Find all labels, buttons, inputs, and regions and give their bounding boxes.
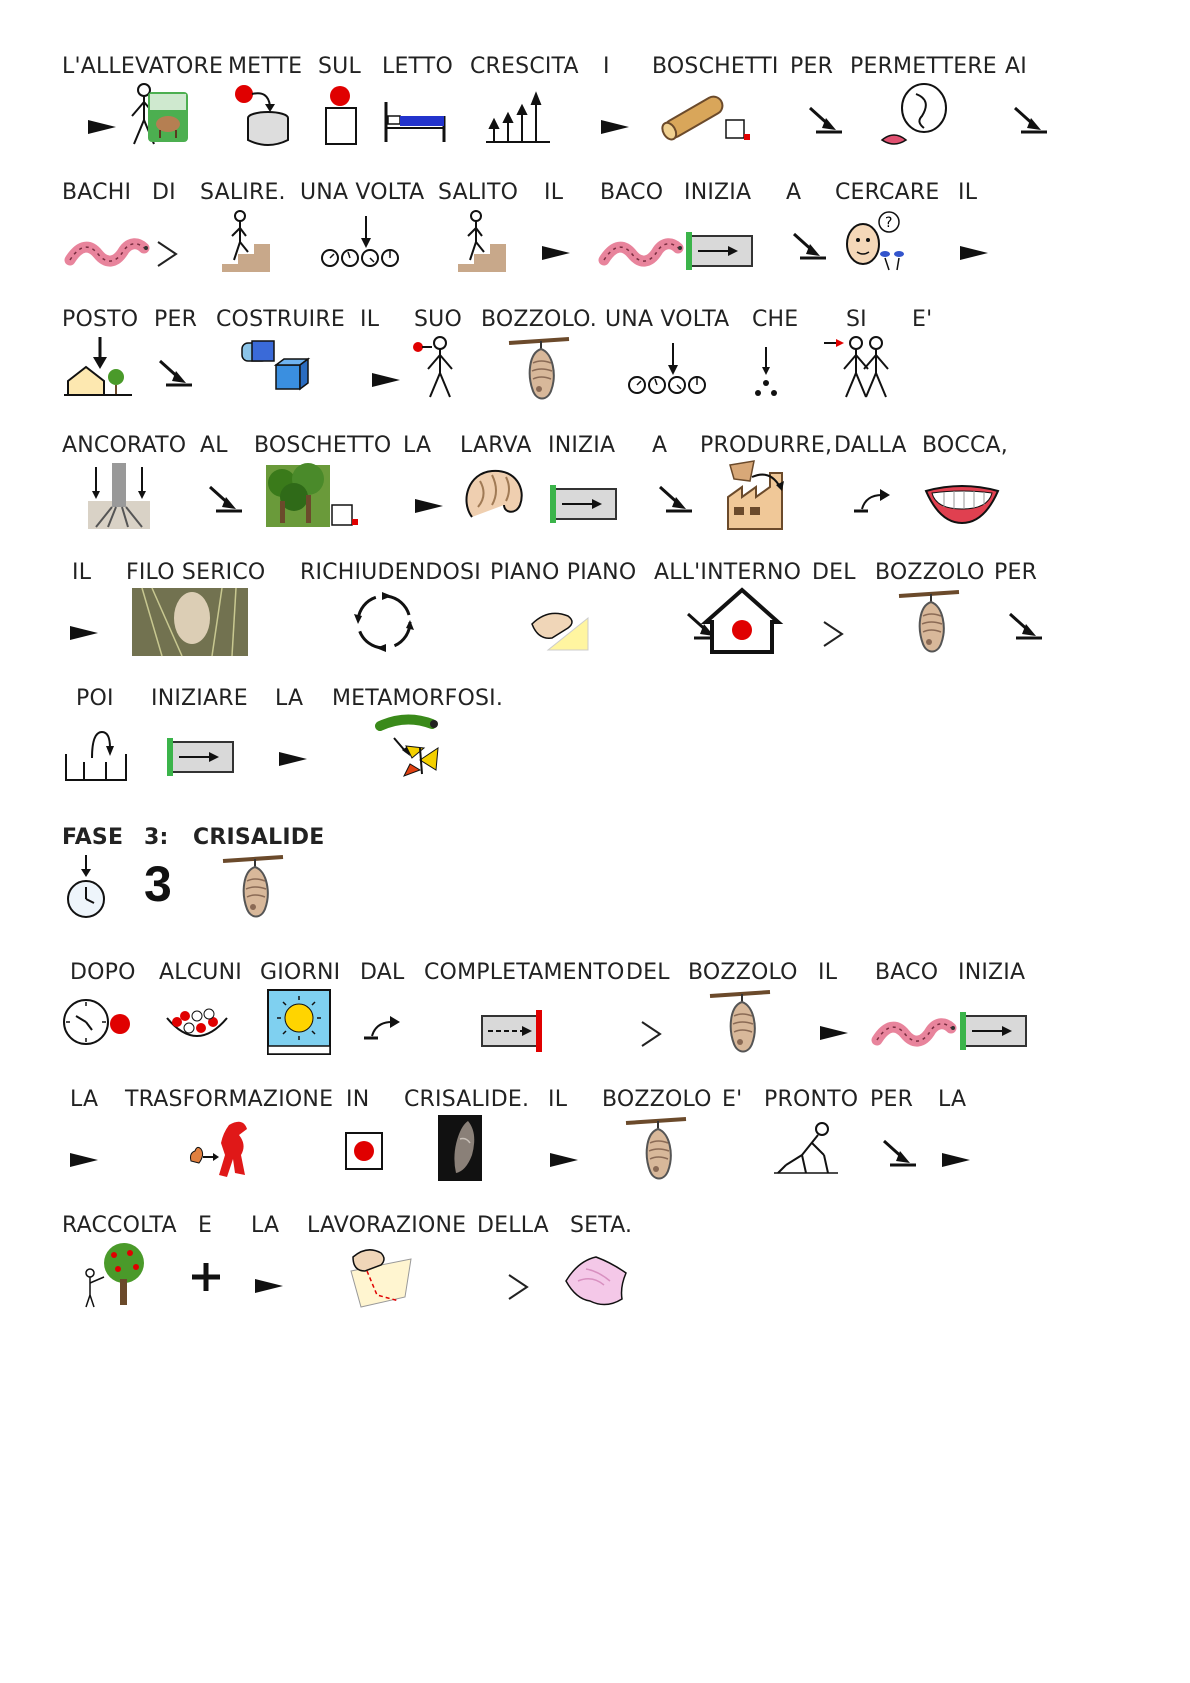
word: BACO — [600, 180, 664, 205]
self-icon — [822, 335, 898, 407]
word: DELLA — [477, 1213, 549, 1238]
word: IL — [548, 1087, 568, 1112]
breeder-icon — [84, 82, 194, 154]
cocoon-icon — [706, 988, 776, 1060]
completion-icon — [480, 988, 550, 1060]
larva-icon — [460, 461, 530, 533]
from-icon — [356, 988, 416, 1060]
word: L'ALLEVATORE — [62, 54, 224, 79]
metamorphosis-icon — [376, 714, 446, 786]
word: IL — [72, 560, 92, 585]
of-icon — [610, 988, 670, 1060]
article-icon — [42, 588, 102, 660]
heading-word: FASE — [62, 825, 124, 850]
worm-icon — [596, 208, 686, 280]
word: RICHIUDENDOSI — [300, 560, 481, 585]
plus-icon — [186, 1241, 226, 1313]
silk-cloth-icon — [562, 1241, 632, 1313]
his-icon — [400, 335, 480, 407]
word: SI — [846, 307, 867, 332]
climbed-icon — [448, 208, 514, 280]
word: COSTRUIRE — [216, 307, 345, 332]
to-icon — [190, 461, 250, 533]
closing-icon — [352, 588, 422, 660]
harvest-icon — [80, 1241, 150, 1313]
word: COMPLETAMENTO — [424, 960, 625, 985]
word: LA — [70, 1087, 99, 1112]
sentence-row-4 — [0, 433, 1190, 563]
then-icon — [62, 714, 132, 786]
heading-word: CRISALIDE — [193, 825, 325, 850]
word: DALLA — [834, 433, 907, 458]
word: TRASFORMAZIONE — [125, 1087, 334, 1112]
word: SUL — [318, 54, 361, 79]
build-icon — [238, 335, 310, 407]
word: DOPO — [70, 960, 136, 985]
start-icon — [684, 208, 758, 280]
word: DEL — [626, 960, 670, 985]
article-icon — [344, 335, 404, 407]
word: E — [198, 1213, 213, 1238]
put-icon — [228, 82, 298, 154]
word: INIZIARE — [151, 686, 248, 711]
article-icon — [522, 1115, 582, 1187]
to-icon — [774, 208, 834, 280]
word: DI — [152, 180, 176, 205]
word: CERCARE — [835, 180, 940, 205]
word: IL — [818, 960, 838, 985]
article-icon — [932, 208, 992, 280]
stopwatch-icon — [62, 853, 118, 925]
word: METAMORFOSI. — [332, 686, 504, 711]
word: BOZZOLO — [688, 960, 798, 985]
word: AI — [1005, 54, 1027, 79]
word: PER — [994, 560, 1038, 585]
word: INIZIA — [684, 180, 752, 205]
word: DEL — [812, 560, 856, 585]
word: UNA VOLTA — [300, 180, 425, 205]
word: FILO SERICO — [126, 560, 266, 585]
word: ANCORATO — [62, 433, 187, 458]
word: LA — [403, 433, 432, 458]
in-icon — [340, 1115, 390, 1187]
to-icon — [995, 82, 1055, 154]
mouth-icon — [922, 461, 1002, 533]
word: INIZIA — [958, 960, 1026, 985]
word: METTE — [228, 54, 303, 79]
word: BOZZOLO — [602, 1087, 712, 1112]
word: BOSCHETTO — [254, 433, 392, 458]
sentence-row-5 — [0, 560, 1190, 690]
word: A — [652, 433, 668, 458]
chrysalis-icon — [219, 853, 289, 925]
after-icon — [62, 988, 142, 1060]
phase-number: 3 — [144, 856, 172, 912]
word: LA — [251, 1213, 280, 1238]
inside-icon — [668, 588, 778, 660]
word: IL — [360, 307, 380, 332]
article-icon — [914, 1115, 974, 1187]
word: CRISALIDE. — [404, 1087, 530, 1112]
start-icon — [548, 461, 622, 533]
chrysalis-photo — [438, 1115, 488, 1185]
cocoon-icon — [505, 335, 575, 407]
search-icon — [843, 208, 915, 280]
sentence-row-3 — [0, 307, 1190, 437]
word: E' — [912, 307, 933, 332]
that-icon — [746, 335, 786, 407]
cocoon-icon — [622, 1115, 692, 1187]
word: PRODURRE, — [700, 433, 833, 458]
word: LA — [275, 686, 304, 711]
start-icon — [958, 988, 1032, 1060]
bed-icon — [382, 82, 452, 154]
for-icon — [990, 588, 1050, 660]
word: BOZZOLO — [875, 560, 985, 585]
grove-icon — [264, 461, 374, 533]
word: PERMETTERE — [850, 54, 997, 79]
article-icon — [514, 208, 574, 280]
start-icon — [165, 714, 239, 786]
article-icon — [573, 82, 633, 154]
article-icon — [42, 1115, 102, 1187]
on-icon — [318, 82, 368, 154]
word: BOZZOLO. — [481, 307, 597, 332]
worm-icon — [869, 988, 959, 1060]
word: CHE — [752, 307, 799, 332]
growth-icon — [484, 82, 554, 154]
twigs-icon — [658, 82, 768, 154]
word: SALITO — [438, 180, 519, 205]
word: LETTO — [382, 54, 453, 79]
article-icon — [251, 714, 311, 786]
some-icon — [163, 988, 233, 1060]
word: LARVA — [460, 433, 532, 458]
section-heading — [0, 825, 1190, 955]
word: INIZIA — [548, 433, 616, 458]
days-icon — [266, 988, 336, 1060]
word: PER — [870, 1087, 914, 1112]
word: LA — [938, 1087, 967, 1112]
word: BACHI — [62, 180, 132, 205]
of-icon — [792, 588, 852, 660]
to-icon — [640, 461, 700, 533]
word: I — [603, 54, 610, 79]
climb-icon — [212, 208, 278, 280]
svg-text:?: ? — [885, 215, 893, 231]
word: DAL — [360, 960, 405, 985]
word: SALIRE. — [200, 180, 286, 205]
sentence-row-1 — [0, 54, 1190, 184]
processing-icon — [347, 1241, 417, 1313]
word: ALL'INTERNO — [654, 560, 802, 585]
word: UNA VOLTA — [605, 307, 730, 332]
word: PRONTO — [764, 1087, 859, 1112]
sentence-row-10 — [0, 1213, 1190, 1343]
word: IN — [346, 1087, 370, 1112]
sentence-row-2 — [0, 180, 1190, 310]
sentence-row-9 — [0, 1087, 1190, 1217]
article-icon — [387, 461, 447, 533]
sentence-row-8 — [0, 960, 1190, 1090]
once-icon — [318, 208, 408, 280]
word: LAVORAZIONE — [307, 1213, 467, 1238]
word: AL — [200, 433, 228, 458]
allow-icon — [876, 82, 956, 154]
for-icon — [140, 335, 200, 407]
word: POSTO — [62, 307, 139, 332]
transform-icon — [185, 1115, 255, 1187]
from-icon — [846, 461, 906, 533]
slowly-icon — [528, 588, 598, 660]
produce-icon — [724, 461, 800, 533]
place-icon — [62, 335, 134, 407]
once-icon — [625, 335, 715, 407]
cocoon-icon — [895, 588, 965, 660]
word: PIANO PIANO — [490, 560, 637, 585]
word: SUO — [414, 307, 462, 332]
silk-thread-photo — [132, 588, 248, 656]
word: BOCCA, — [922, 433, 1008, 458]
word: IL — [958, 180, 978, 205]
word: PER — [154, 307, 198, 332]
anchored-icon — [86, 461, 156, 533]
word: CRESCITA — [470, 54, 579, 79]
word: RACCOLTA — [62, 1213, 177, 1238]
word: ALCUNI — [159, 960, 242, 985]
sentence-row-6 — [0, 686, 1190, 816]
for-icon — [790, 82, 850, 154]
article-icon — [792, 988, 852, 1060]
word: BOSCHETTI — [652, 54, 779, 79]
word: POI — [76, 686, 114, 711]
word: IL — [544, 180, 564, 205]
article-icon — [227, 1241, 287, 1313]
word: E' — [722, 1087, 743, 1112]
word: GIORNI — [260, 960, 341, 985]
heading-word: 3: — [144, 825, 169, 850]
ready-icon — [772, 1115, 842, 1187]
word: BACO — [875, 960, 939, 985]
word: A — [786, 180, 802, 205]
word: PER — [790, 54, 834, 79]
word: SETA. — [570, 1213, 633, 1238]
of-icon — [126, 208, 186, 280]
of-icon — [477, 1241, 537, 1313]
